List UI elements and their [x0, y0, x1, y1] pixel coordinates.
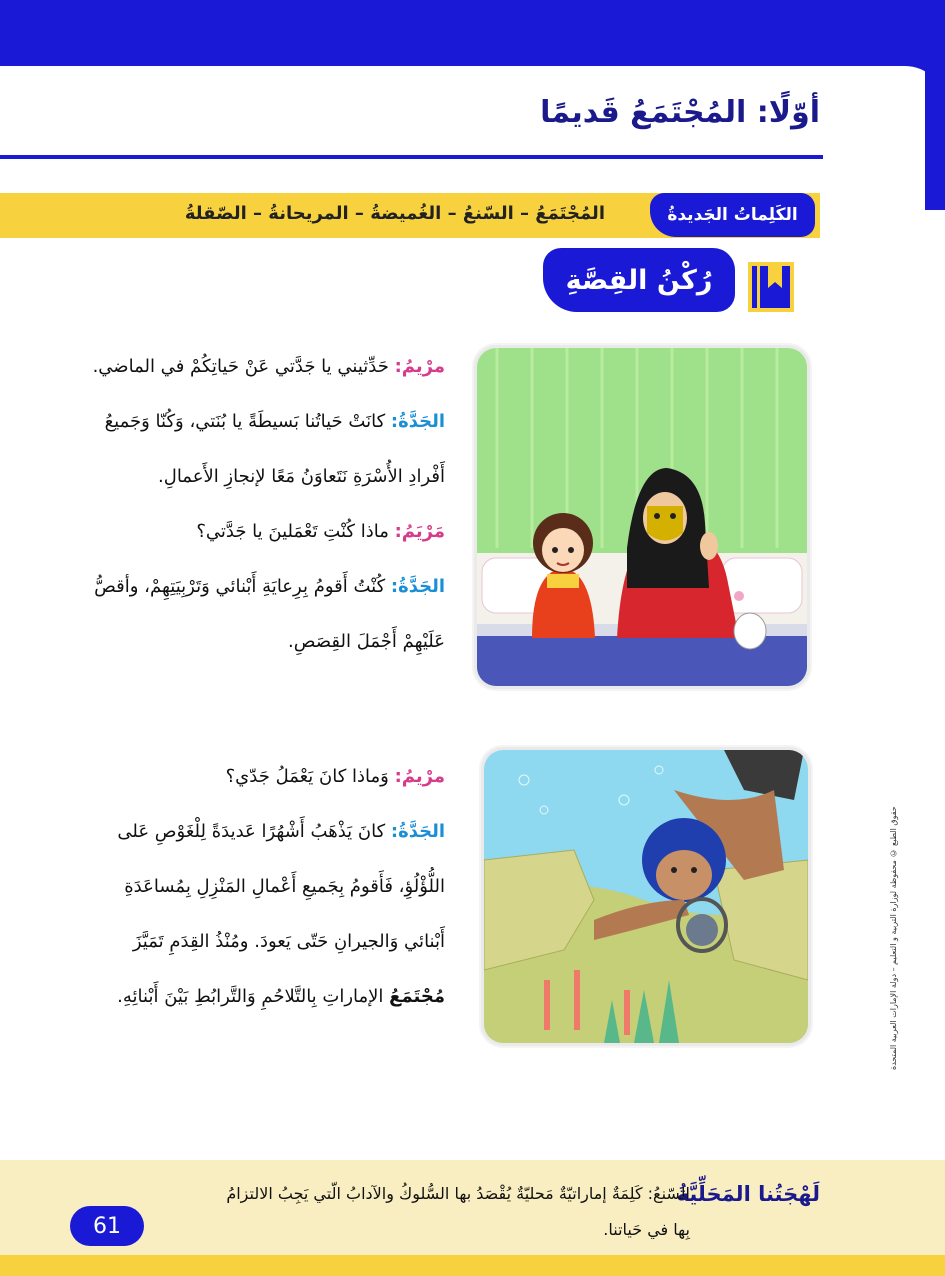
- dialogue-line: [65, 559, 445, 614]
- page-number: 61: [70, 1206, 144, 1246]
- speaker-maryam: مرْيمُ:: [394, 766, 445, 787]
- copyright-notice: حقوق الطبع © محفوظة لوزارة التربية و التعليم – دولة الإمارات العربية المتحدة: [889, 806, 898, 1070]
- line-text: أَفْرادِ الأُسْرَةِ نَتَعاوَنُ مَعًا لإنجازِ الأَعمالِ.: [158, 466, 445, 487]
- footer-line: السّنعُ: كَلِمَةٌ إماراتيّةٌ مَحليّةٌ يُقْصَدُ بها السُّلوكُ والآدابُ الّتي يَجِبُ الالتزامُ: [226, 1184, 690, 1203]
- line-text: عَلَيْهِمْ أَجْمَلَ القِصَصِ.: [288, 631, 445, 652]
- speaker-grandmother: الجَدَّةُ:: [390, 576, 445, 597]
- title-rule: [0, 155, 823, 159]
- line-text: حَدِّثيني يا جَدَّتي عَنْ حَياتِكُمْ في الماضي.: [92, 356, 395, 377]
- dialogue-line: [65, 969, 445, 1024]
- dialogue-line: [65, 394, 445, 449]
- footer-bottom-bar: [0, 1255, 945, 1276]
- dialogue-line: [65, 804, 445, 859]
- line-text: الإماراتِ بِالتَّلاحُمِ وَالتَّرابُطِ بَيْنَ أَبْنائِهِ.: [117, 986, 390, 1007]
- line-text: اللُّؤْلُؤِ، فَأَقومُ بِجَميعِ أَعْمالِ المَنْزِلِ بِمُساعَدَةِ: [124, 876, 445, 897]
- top-band: [0, 0, 945, 66]
- illustration-grandmother-girl: [474, 345, 810, 689]
- line-text: أَبْنائي وَالجيرانِ حَتّى يَعودَ. ومُنْذُ القِدَمِ تَمَيَّزَ: [132, 931, 445, 952]
- book-icon: [748, 262, 794, 312]
- speaker-grandmother: الجَدَّةُ:: [390, 821, 445, 842]
- right-strip: [925, 60, 945, 210]
- line-text: كانَتْ حَياتُنا بَسيطَةً يا بُنَتي، وَكُنّا وَجَميعُ: [104, 411, 391, 432]
- line-text: كُنْتُ أَقومُ بِرِعايَةِ أَبْنائي وَتَرْبِيَتِهِمْ، وأقصُّ: [94, 576, 391, 597]
- speaker-maryam: مَرْيَمُ:: [394, 521, 445, 542]
- dialogue-1: [65, 339, 445, 669]
- story-corner-banner: رُكْنُ القِصَّةِ: [543, 248, 735, 312]
- illustration-pearl-diver: [481, 747, 811, 1046]
- dialogue-line: [65, 449, 445, 504]
- dialogue-line: [65, 339, 445, 394]
- keyword-society: مُجْتَمَعُ: [389, 986, 445, 1007]
- line-text: وَماذا كانَ يَعْمَلُ جَدّي؟: [225, 766, 395, 787]
- footer-definition: [210, 1176, 690, 1248]
- speaker-grandmother: الجَدَّةُ:: [390, 411, 445, 432]
- dialogue-line: [65, 749, 445, 804]
- dialogue-line: [65, 504, 445, 559]
- page-title: أوّلًا: المُجْتَمَعُ قَديمًا: [540, 95, 820, 130]
- dialogue-line: [65, 914, 445, 969]
- new-words-list: المُجْتَمَعُ – السّنعُ – الغُميضةُ – المريحانةُ – الصّقلةُ: [184, 203, 605, 224]
- line-text: كانَ يَذْهَبُ أَشْهُرًا عَديدَةً لِلْغَوْصِ عَلى: [117, 821, 391, 842]
- speaker-maryam: مرْيمُ:: [394, 356, 445, 377]
- dialogue-line: [65, 859, 445, 914]
- footer-line: بِها في حَياتنا.: [603, 1220, 690, 1239]
- dialogue-line: [65, 614, 445, 669]
- footer-title: لَهْجَتُنا المَحَلِّيَّةُ: [676, 1182, 820, 1206]
- line-text: ماذا كُنْتِ تَعْمَلينَ يا جَدَّتي؟: [196, 521, 395, 542]
- new-words-badge: الكَلِماتُ الجَديدةُ: [650, 193, 815, 237]
- dialogue-2: [65, 749, 445, 1024]
